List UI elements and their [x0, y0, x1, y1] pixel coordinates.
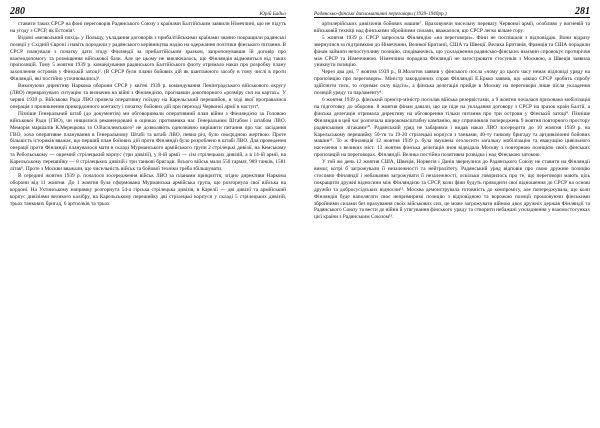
right-page-body: [314, 21, 590, 221]
paragraph: Відомі «визвольний похід» у Польщу, укладання договорів з прибалтійськими країнами значно покращили радянські позиції у Східній Європі і навіть породили у радянського керівництва надію на одержання політики фінського питання. В СРСР планували з початку дати згоду Фінляндії за прибалтійським зразком, запропонувавши їй договір про взаємодопомогу та розміщення військової бази. Але це цьому не виключалось, що Фінляндія відмовиться від таких пропозицій. Тому 5 жовтня 1939 р. командування радянського Балтійського флоту отримало наказ про розробку плану захоплення островів у Фінській затоці². (В СРСР були плани бойових дій як шантажного засобу в тому числі в проти Фінляндії, які постійно уточнювались)³.: [10, 34, 286, 83]
paragraph: Пізніше Генеральний штаб (до документів) ми обговорювали оперативний план війни з Фінляндією за Головою військової Ради (ГВО), чи нищилися рекомендовані в оцінках противника нас Генеральним Штабом і штабом ЛВО. Меморія маршалів К.Мерецкова та О.Василевського⁵ не дозволяють однозначно вирішити питання про час засідання ГВО, хоча оперативне планування в Генеральному Штабі та штабі ЛВО, певна річ, було своєрідною жертвою. Проте більшість істориків вважає, що перший план бойових дій проти Фінляндії було розроблено в штабі ЛВО. Для проведення операції проти Фінляндії планувалося мати в складі Мурманського армійського групи 2 стрілецькі дивізії, на Кемському та Ребольському — окремий стрілецький корпус (три дивізії), у 8-ій армії — сім стрілецьких дивізій, а в 14-ій армії, на Карельському перешийку — 8 стрілецьких дивізій і три танкові бригади. Всього військ мали 550 гармат, 989 танків, 1581 літак⁶. Проте з Москви вважали, що чисельність військ та бойової техніки треба збільшувати.: [10, 110, 286, 173]
left-page-header: [10, 4, 286, 18]
paragraph: Через два дні, 7 жовтня 1939 р., В.Молотов заявив у фінського посла «чому до цього часу немає відповіді уряду на пропозицію про переговори». Міністр закордонних справ Фінляндії Е.Еркко заявив, що «якщо СРСР зробить спробу здійснити тиск, то отримає силу відсіч», а фінська делегація прийде в Москву на переговори лише після укладення позицій уряду та парламенту⁸.: [314, 69, 590, 97]
paragraph: ставити таких СРСР на фоні переговорів Радянського Союзу з країнами Балтійським заявили Німеччині, що не підуть на угоду з СРСР, як Естонія¹.: [10, 21, 286, 34]
paragraph: В середині жовтня 1939 р. почалося зосередження військ ЛВО за планами прикриття, згідно директиви Наркома оборони від 11 жовтня. До 1 жовтня була сформована Мурманська армійська група, що розгорнула свої війська на кордоні. На Ухтинському напрямку розгорнута 54-а гірська стрілецька дивізія, в Карелії — дві дивізії та армійський корпус дивізіями великого калібру, на Карельському перешийку дві стрілецькі корпуси у складі 5 стрілецьких дивізій, трьох танкових бригад, 6 артполків та трьох: [10, 172, 286, 207]
right-running-head: Радянсько-фінські дипломатичні переговори (1939-1940рр.): [314, 11, 447, 17]
paragraph: артилерійських дивізіонів бойових машин⁷. Враховуючи чисельну перевагу Червоної армії, особливо у вогневій та військовій техніці над фінськими збройними силами, вважалося, що СРСР легко візьме гору.: [314, 21, 590, 34]
right-page-number: 281: [575, 6, 590, 17]
paragraph: 6 жовтня 1939 р. фінський прем'єр-міністр посилав війська резервістами, а 9 жовтня почалася прихована мобілізація на підготовку до оборони. 8 жовтня фінам давали, що це піде на укладання договору з СРСР на зразок країн Балтії, а фінська делегація отримала директиву на обговорення тільки питання про три острови у Фінській затоці⁹. Пізніше Фінляндія в цей час розпочала широкомасштабну кампанію, яку спричиняли попереджень 9 жовтня повторного простору радянськими літаками¹⁰. Радянський уряд не забарився і видав наказ ЛВО зосередити до 10 жовтня 1939 р. на Карельському перешийку 50-ти та 19-20 стрілецькі корпуси з танками, 40-ту танкову бригаду та артдивізіонні бойових машин¹¹. То ж Фінляндія 12 жовтня 1939 р. була змушена оголосити загальну мобілізацію та евакуацію цивільного населення з великих міст. 13 жовтня фінська делегація знов відвідала Москву з повторною позицією своїх фінських пропозицій на переговорах. Фінляндії. Велика постійна позитивна розвідка і над Фінською затокою.: [314, 96, 590, 159]
gutter: [294, 0, 306, 428]
left-page: [0, 0, 294, 428]
left-page-body: [10, 21, 286, 207]
right-page: [306, 0, 600, 428]
left-page-number: 280: [10, 6, 25, 17]
paragraph: Виконуючи директиву Наркома оборони СРСР у квітні 1939 р. командування Ленінградського військового округу (ЛВО) переврахувало ситуацію та визначив на війні з Фінляндією, прогнавши докотворного «розміру сил на картах». У червні 1939 р. Військова Рада ЛВО провела оперативну поїздку на Карельський перешийок, в ході якої програвалися операція з проникнення прикордонного контакту і початку бойових дій при переході Червоної армії в наступ⁴.: [10, 83, 286, 110]
paragraph: У той же день 12 жовтня США, Швеція, Норвегія і Данія звернулися до Радянського Союзу не ставити на Фінляндії вимог, котрі б загрожували її незалежності та нейтралітету. Радянський уряд відповів про свою дружню позицію стосовно Фінляндії і небажання загрожувати її незалежності, оскільки говорилось про те, що переговори мають ціль покращити дружні відносини між Фінляндією та СРСР, коли фіни будуть проводити свої відношення до СРСР на основі дружби та добросусідських відносин¹². Москва демонструвала готовність до компромісу, але попереджувала, що коли Фінляндія буде наполягати своє непримиримі позицію з відповідною та ворожою позиції прошовуючи фінськими збройними силами без врахування своїх військових сил, це може загрожувати війною двох дружніх держав Фінляндії та Радянського Союзу та вести до війни й утягування фінського уряду та створити небажані ускладнення у взаємостосунках цієї країни з Радянським Союзом¹³.: [314, 159, 590, 221]
right-page-header: [314, 4, 590, 18]
left-running-head: Юрій Бадьо: [259, 11, 286, 17]
paragraph: 5 жовтня 1939 р. СРСР запросила Фінляндію «на переговори». Фіни не поспішали з відповіддю. Вони відразу звернулися за підтримкою до Німеччини, Великої Британії, США та Швеції. Велика Британія, Франція та США порадили фінам займати непоступливу позицію, сподіваючись, що ускладнення радянсько-фінських взаємин спровокує протиріччя між СРСР та Німеччиною. Німеччина порадила Фінляндії не загострювати стосунків з Москвою, а Швеція заявила уникнути позицію.: [314, 34, 590, 69]
